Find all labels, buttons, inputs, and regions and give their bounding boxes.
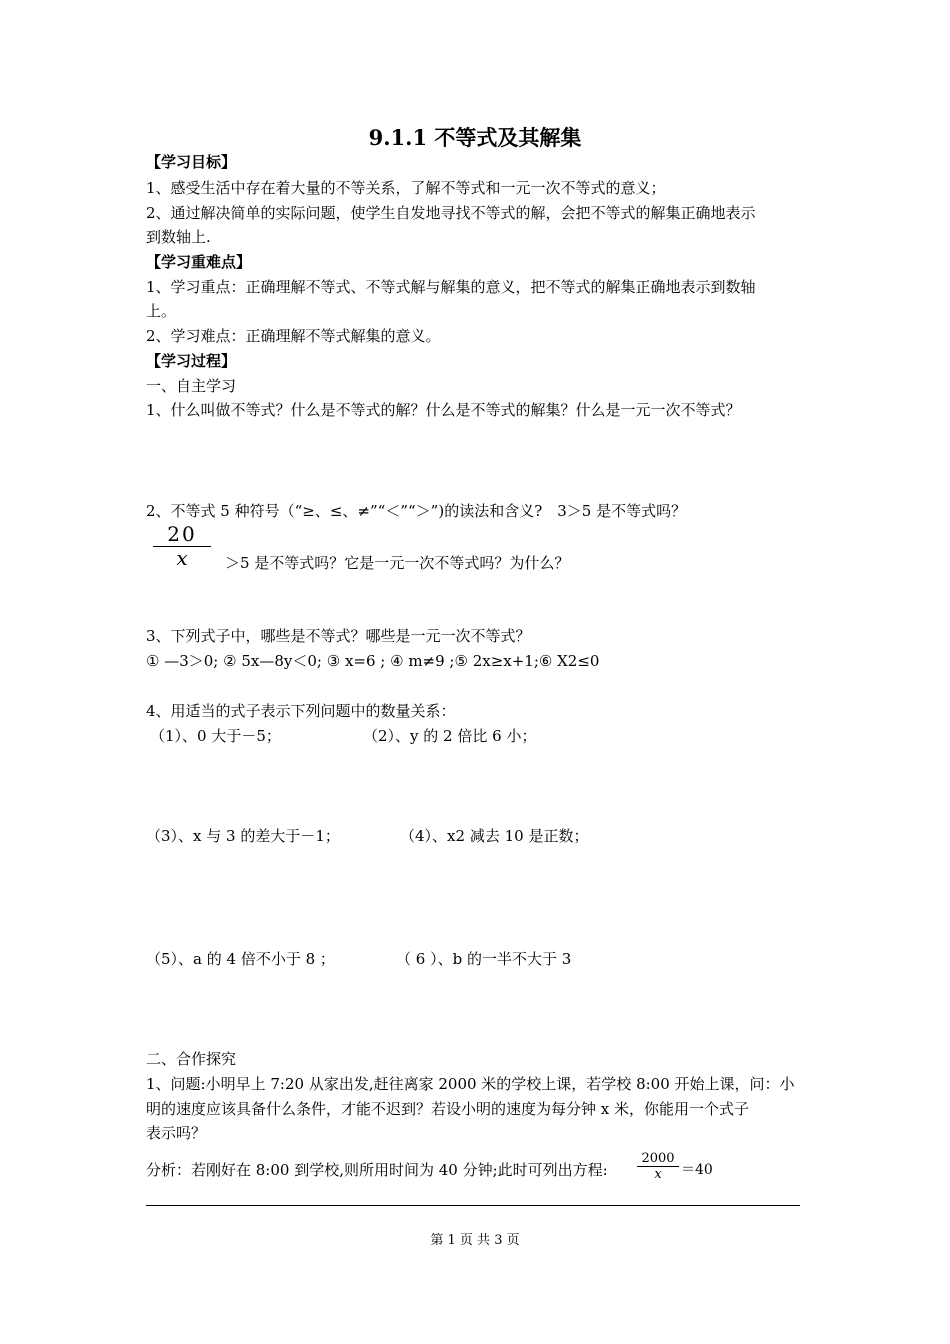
goals-item-2a: 2、通过解决简单的实际问题，使学生自发地寻找不等式的解，会把不等式的解集正确地表示 (146, 204, 756, 222)
question-1: 1、什么叫做不等式？什么是不等式的解？什么是不等式的解集？什么是一元一次不等式？ (146, 401, 741, 419)
section-cooperation: 二、合作探究 (146, 1050, 237, 1068)
question-4-6: （ 6 ）、b 的一半不大于 3 (396, 950, 572, 968)
question-4-5: （5）、a 的 4 倍不小于 8 ； (146, 950, 335, 968)
key-point-1a: 1、学习重点：正确理解不等式、不等式解与解集的意义，把不等式的解集正确地表示到数轴 (146, 278, 756, 296)
question-2b: ＞5 是不等式吗？它是一元一次不等式吗？为什么？ (225, 554, 570, 572)
fraction-denominator: x (176, 546, 188, 570)
section-self-study: 一、自主学习 (146, 377, 237, 395)
key-point-2: 2、学习难点：正确理解不等式解集的意义。 (146, 327, 441, 345)
fraction-20-over-x (153, 523, 211, 568)
equation-rhs: ＝40 (681, 1162, 713, 1178)
key-points-heading: 【学习重难点】 (146, 253, 252, 271)
problem-1c: 表示吗？ (146, 1124, 207, 1142)
goals-item-1: 1、感受生活中存在着大量的不等关系，了解不等式和一元一次不等式的意义； (146, 179, 666, 197)
analysis-text: 分析：若刚好在 8:00 到学校,则所用时间为 40 分钟;此时可列出方程: (146, 1161, 608, 1179)
problem-1a: 1、问题:小明早上 7:20 从家出发,赶往离家 2000 米的学校上课，若学校 8:00 开始上课，问：小 (146, 1075, 795, 1093)
problem-1b: 明的速度应该具备什么条件，才能不迟到？若设小明的速度为每分钟 x 米，你能用一个式子 (146, 1100, 749, 1118)
equation-fraction (637, 1151, 679, 1182)
question-4: 4、用适当的式子表示下列问题中的数量关系： (146, 702, 456, 720)
page-title: 9.1.1 不等式及其解集 (368, 125, 582, 150)
question-4-1: （1）、0 大于－5； (150, 727, 281, 745)
question-4-3: （3）、x 与 3 的差大于－1； (146, 827, 340, 845)
equation-denominator: x (654, 1167, 662, 1182)
question-2a: 2、不等式 5 种符号（“≥、≤、≠”“＜”“＞”)的读法和含义? 3＞5 是不等式吗？ (146, 502, 687, 520)
question-4-2: （2）、y 的 2 倍比 6 小； (363, 727, 537, 745)
question-3-items: ① —3＞0; ② 5x—8y＜0; ③ x=6 ; ④ m≠9 ;⑤ 2x≥x+1;⑥ X2≤0 (146, 652, 600, 670)
goals-item-2b: 到数轴上. (146, 228, 211, 246)
question-3: 3、下列式子中，哪些是不等式？哪些是一元一次不等式？ (146, 627, 531, 645)
page-number: 第 1 页 共 3 页 (430, 1233, 520, 1248)
key-point-1b: 上。 (146, 302, 177, 320)
equation-numerator: 2000 (641, 1151, 675, 1166)
process-heading: 【学习过程】 (146, 352, 237, 370)
footer-divider (146, 1205, 800, 1206)
fraction-numerator: 20 (167, 522, 197, 546)
question-4-4: （4）、x2 减去 10 是正数； (400, 827, 589, 845)
goals-heading: 【学习目标】 (146, 153, 237, 171)
